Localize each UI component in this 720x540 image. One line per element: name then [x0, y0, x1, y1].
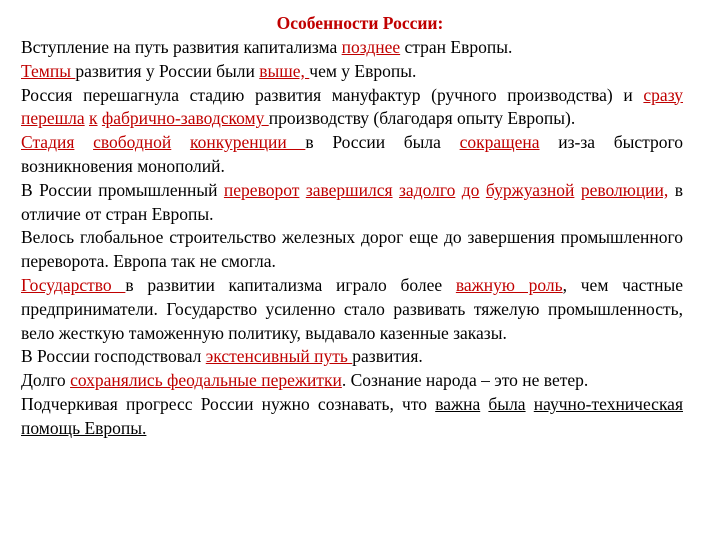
- text-run: Подчеркивая прогресс России нужно сознавать, что: [21, 393, 436, 414]
- highlighted-text: Стадия: [21, 132, 75, 153]
- highlighted-text: сохранялись феодальные пережитки: [70, 370, 342, 391]
- highlighted-text: важную роль: [455, 274, 563, 295]
- underlined-text: научно-техническая помощь Европы.: [21, 393, 683, 438]
- highlighted-text: завершился: [305, 179, 393, 200]
- paragraph: [21, 36, 683, 60]
- text-run: в России была: [305, 132, 460, 153]
- text-run: в отличие от стран Европы.: [21, 179, 683, 224]
- highlighted-text: сразу: [643, 84, 683, 105]
- paragraph: [21, 84, 683, 132]
- text-run: [526, 394, 534, 414]
- highlighted-text: задолго: [399, 179, 456, 200]
- text-run: Велось глобальное строительство железных дорог еще до завершения промышленного переворота. Европа так не смогла.: [21, 227, 683, 272]
- paragraph: [21, 179, 683, 227]
- highlighted-text: Государство: [21, 274, 126, 295]
- text-run: [74, 132, 93, 152]
- underlined-text: важна: [435, 393, 481, 414]
- text-run: В России господствовал: [21, 346, 206, 367]
- text-run: в развитии капитализма играло более: [125, 274, 456, 295]
- highlighted-text: переворот: [223, 179, 300, 200]
- slide-body: [21, 36, 683, 441]
- text-run: [171, 132, 190, 152]
- highlighted-text: свободной: [93, 132, 172, 153]
- text-run: развития.: [352, 346, 423, 367]
- text-run: В России промышленный: [21, 179, 224, 200]
- highlighted-text: фабрично-заводскому: [101, 108, 269, 129]
- highlighted-text: выше,: [259, 60, 310, 81]
- paragraph: [21, 60, 683, 84]
- text-run: производству (благодаря опыту Европы).: [268, 108, 576, 129]
- highlighted-text: Темпы: [21, 60, 76, 81]
- highlighted-text: сокращена: [459, 132, 540, 153]
- highlighted-text: до: [461, 179, 480, 200]
- highlighted-text: конкуренции: [189, 132, 306, 153]
- text-run: чем у Европы.: [309, 60, 417, 81]
- text-run: стран Европы.: [400, 37, 513, 57]
- slide-title: Особенности России:: [276, 13, 444, 33]
- highlighted-text: буржуазной: [485, 179, 575, 200]
- paragraph: [21, 226, 683, 274]
- text-run: из-за быстрого возникновения монополий.: [21, 132, 683, 176]
- paragraph: [21, 274, 683, 345]
- highlighted-text: экстенсивный путь: [205, 346, 353, 367]
- highlighted-text: перешла: [21, 108, 85, 129]
- paragraph: [21, 369, 683, 393]
- text-run: , чем частные предприниматели. Государство усиленно стало развивать тяжелую промышленность, вело жесткую таможенную политику, выдавало казенные заказы.: [21, 274, 683, 343]
- paragraph: [21, 131, 683, 179]
- highlighted-text: к: [89, 108, 98, 129]
- text-run: Вступление на путь развития капитализма: [21, 37, 342, 57]
- paragraph: [21, 393, 683, 441]
- highlighted-text: революции,: [580, 179, 669, 200]
- highlighted-text: позднее: [341, 37, 401, 57]
- underlined-text: была: [488, 393, 526, 414]
- paragraph: [21, 345, 683, 369]
- text-run: Россия перешагнула стадию развития мануфактур (ручного производства) и: [21, 84, 644, 105]
- text-run: Долго: [21, 370, 71, 391]
- text-run: . Сознание народа – это не ветер.: [341, 370, 589, 391]
- text-run: развития у России были: [75, 60, 260, 81]
